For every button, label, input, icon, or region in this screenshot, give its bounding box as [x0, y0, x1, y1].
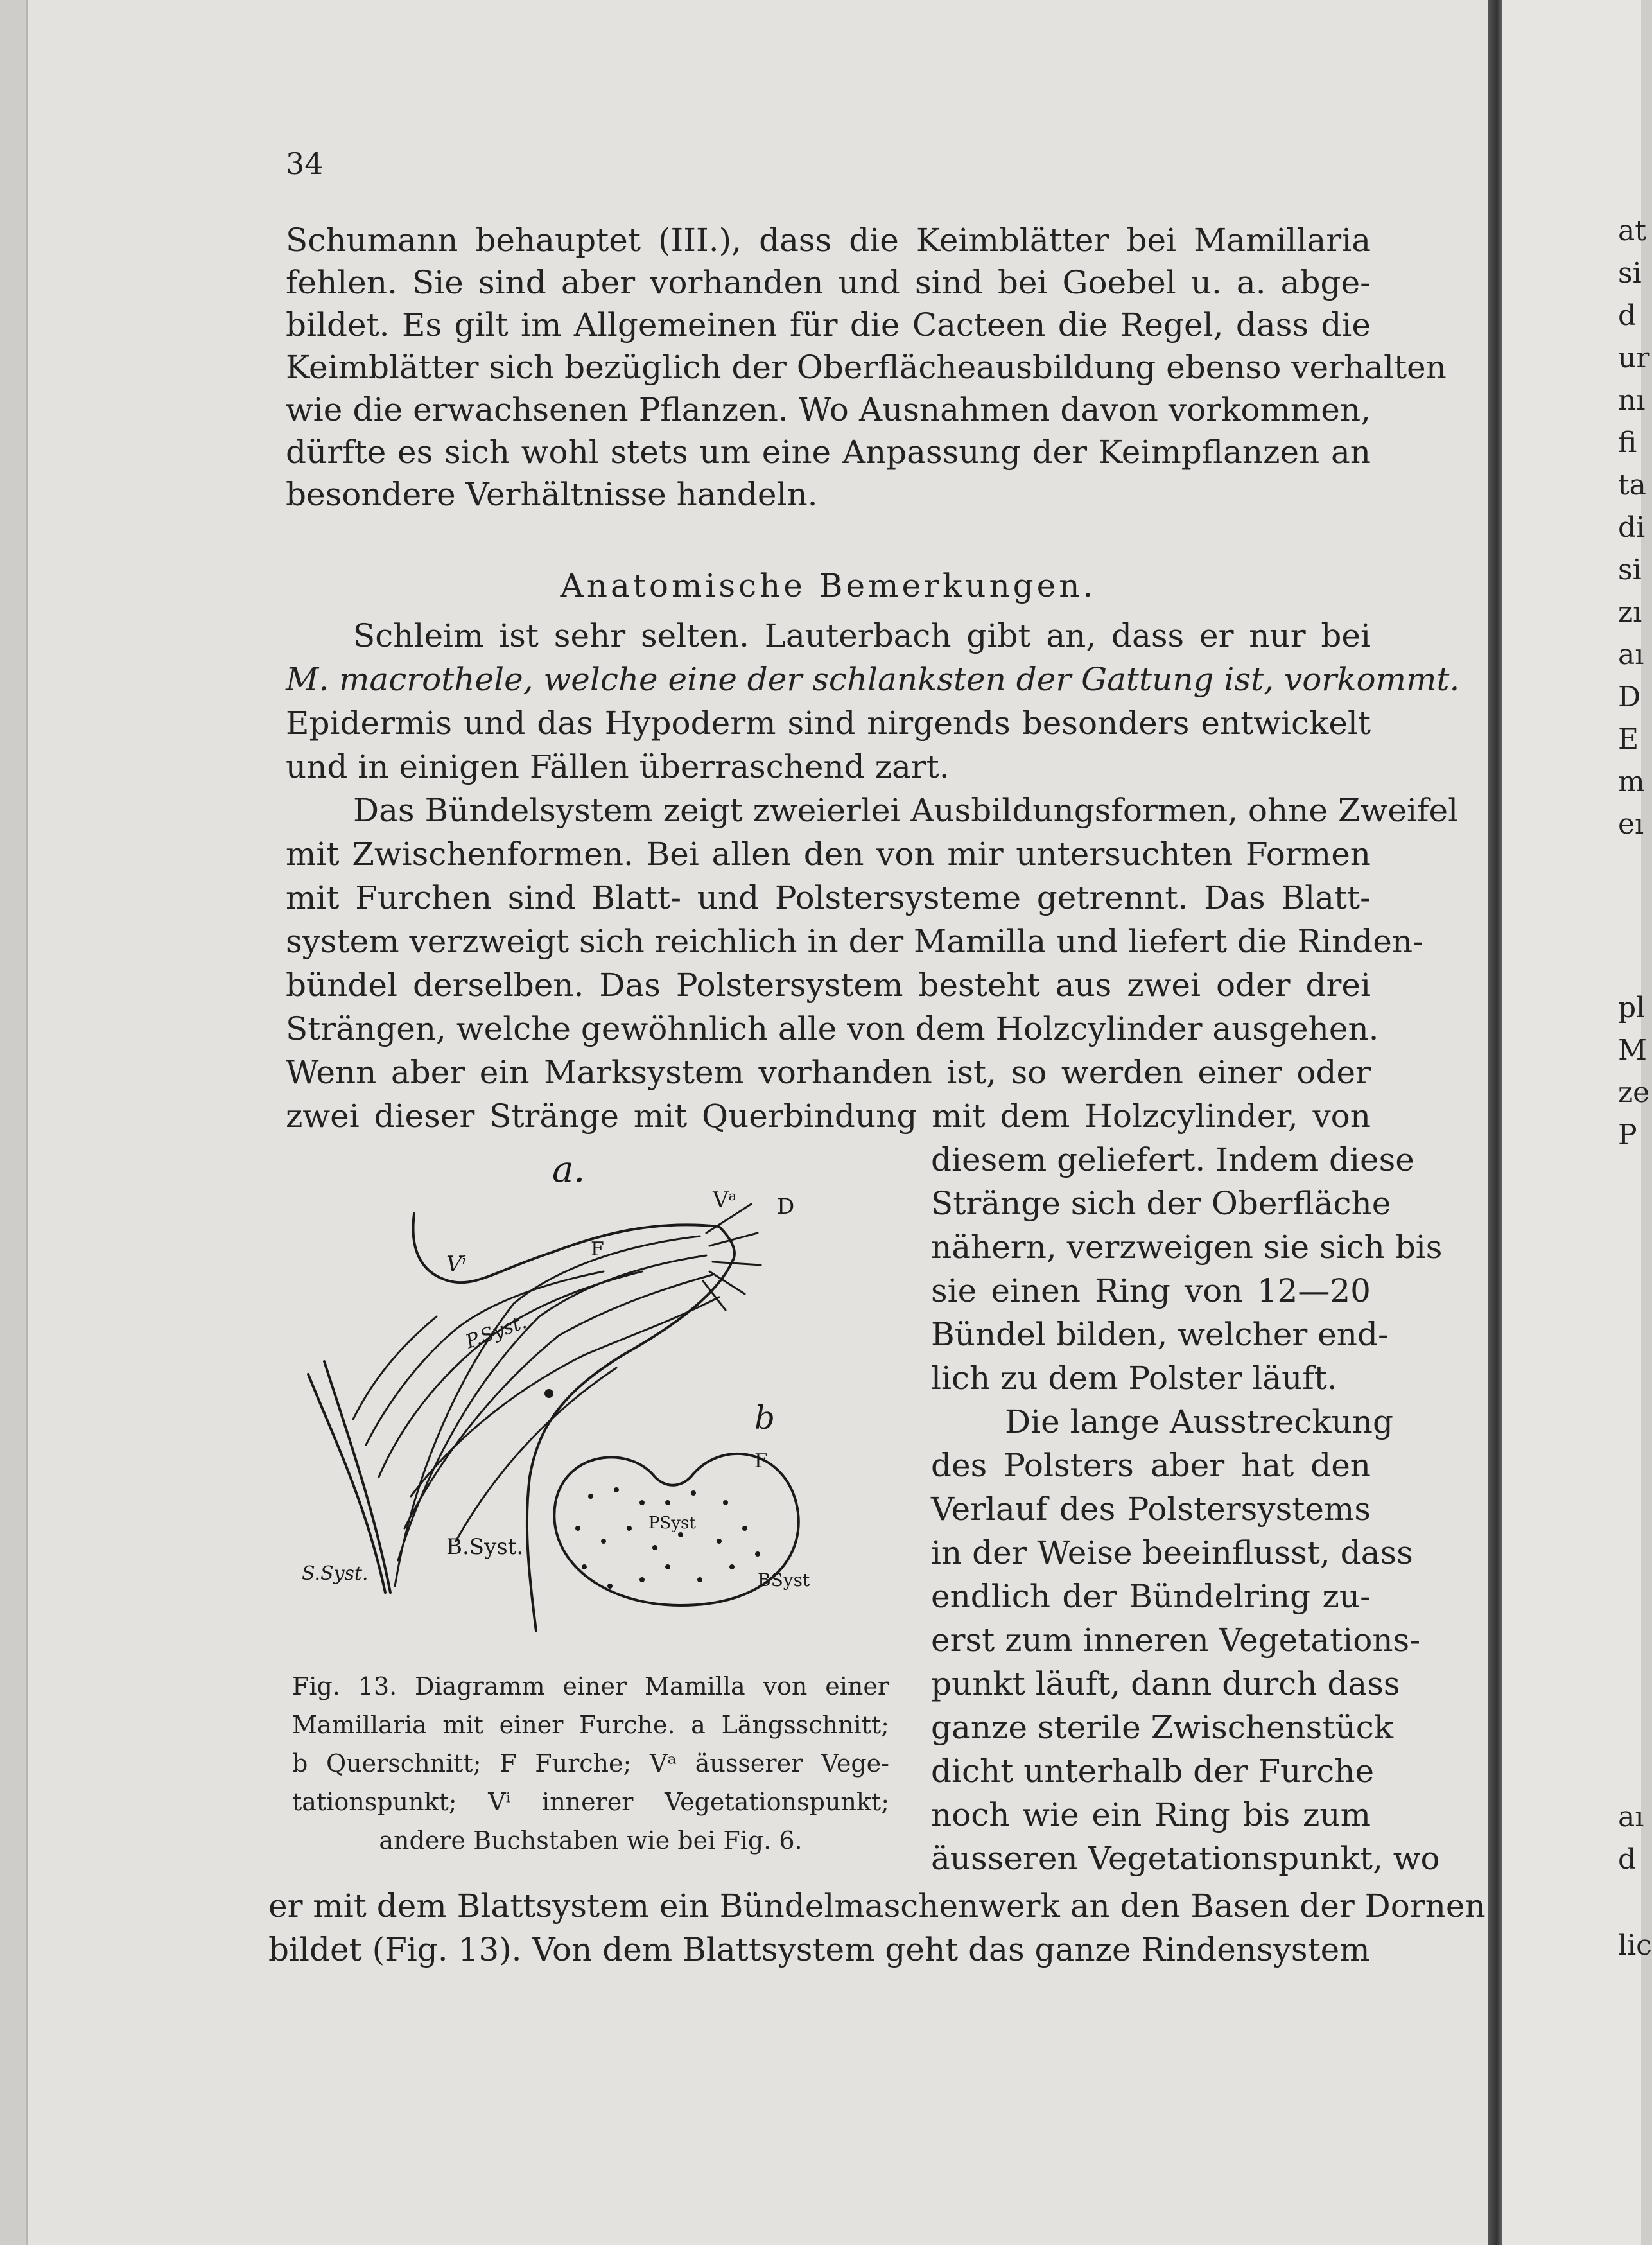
text-line: fehlen. Sie sind aber vorhanden und sind bei Goebel u. a. abge- [286, 264, 1371, 301]
facing-page-fragment: si [1618, 257, 1642, 290]
text-line: erst zum inneren Vegetations- [931, 1621, 1421, 1659]
facing-page-fragment: ta [1618, 469, 1646, 502]
section-heading: Anatomische Bemerkungen. [560, 567, 1097, 604]
facing-page-fragment: D [1618, 681, 1641, 713]
text-line: punkt läuft, dann durch dass [931, 1665, 1400, 1702]
facing-page-fragment: zı [1618, 596, 1642, 629]
text-line: wie die erwachsenen Pflanzen. Wo Ausnahmen davon vorkommen, [286, 391, 1371, 428]
figure-label-d: D [777, 1194, 795, 1219]
facing-page-fragment: aı [1618, 638, 1644, 671]
page-number: 34 [286, 146, 324, 181]
text-line: besondere Verhältnisse handeln. [286, 476, 818, 513]
text-line: Epidermis und das Hypoderm sind nirgends besonders entwickelt [286, 704, 1371, 742]
facing-page-fragment: si [1618, 554, 1642, 586]
text-line: Schleim ist sehr selten. Lauterbach gibt an, dass er nur bei [353, 617, 1371, 654]
facing-page-fragment: pl [1618, 991, 1646, 1024]
text-line: dicht unterhalb der Furche [931, 1752, 1375, 1790]
text-line: Verlauf des Polstersystems [931, 1490, 1371, 1528]
text-line: lich zu dem Polster läuft. [931, 1359, 1337, 1397]
figure-label-ssyst: S.Syst. [302, 1562, 369, 1585]
figure-label-bsyst: B.Syst. [446, 1534, 524, 1560]
figure-label-f2: F [754, 1450, 768, 1472]
figure-label-vi: Vⁱ [446, 1252, 467, 1277]
text-line: ganze sterile Zwischenstück [931, 1709, 1393, 1746]
figure-label-bsyst-b: BSyst [758, 1569, 810, 1591]
facing-page-fragment: d [1618, 1843, 1637, 1876]
text-line: des Polsters aber hat den [931, 1447, 1371, 1484]
text-line: bildet. Es gilt im Allgemeinen für die Cacteen die Regel, dass die [286, 306, 1371, 344]
facing-page-fragment: lic [1618, 1929, 1652, 1962]
facing-page-fragment: nı [1618, 384, 1646, 417]
facing-page-fragment: ur [1618, 342, 1650, 374]
text-line: äusseren Vegetationspunkt, wo [931, 1840, 1440, 1877]
figure-label-f: F [591, 1238, 604, 1261]
text-line: Das Bündelsystem zeigt zweierlei Ausbildungsformen, ohne Zweifel [353, 792, 1459, 829]
facing-page-fragment: fi [1618, 426, 1637, 459]
text-line: Schumann behauptet (III.), dass die Keimblätter bei Mamillaria [286, 222, 1371, 259]
text-line: sie einen Ring von 12—20 [931, 1272, 1371, 1309]
text-line: zwei dieser Stränge mit Querbindung mit dem Holzcylinder, von [286, 1097, 1371, 1135]
text-line: und in einigen Fällen überraschend zart. [286, 748, 950, 785]
text-line: bündel derselben. Das Polstersystem besteht aus zwei oder drei [286, 966, 1371, 1004]
text-line: dürfte es sich wohl stets um eine Anpassung der Keimpflanzen an [286, 433, 1371, 471]
text-line: mit Furchen sind Blatt- und Polstersysteme getrennt. Das Blatt- [286, 879, 1371, 916]
text-line: diesem geliefert. Indem diese [931, 1141, 1414, 1178]
figure-label-b: b [754, 1399, 776, 1437]
facing-page-fragment: E [1618, 723, 1639, 756]
facing-page-fragment: P [1618, 1119, 1637, 1151]
figure-caption-line: tationspunkt; Vⁱ innerer Vegetationspunkt; [292, 1788, 889, 1816]
text-line: nähern, verzweigen sie sich bis [931, 1228, 1443, 1266]
figure-caption-line: Mamillaria mit einer Furche. a Längsschnitt; [292, 1711, 889, 1739]
figure-label-psyst-b: PSyst [648, 1514, 696, 1533]
facing-page-fragment: ze [1618, 1076, 1650, 1109]
facing-page-fragment: at [1618, 214, 1646, 247]
facing-page-fragment: di [1618, 511, 1646, 544]
text-line: Keimblätter sich bezüglich der Oberflächeausbildung ebenso verhalten [286, 349, 1447, 386]
figure-caption-line: andere Buchstaben wie bei Fig. 6. [379, 1826, 803, 1855]
facing-page-fragment: aı [1618, 1801, 1644, 1833]
figure-label-va: Vᵃ [713, 1187, 737, 1213]
figure-caption-line: Fig. 13. Diagramm einer Mamilla von einer [292, 1672, 889, 1700]
facing-page-fragment: m [1618, 765, 1645, 798]
text-line: system verzweigt sich reichlich in der Mamilla und liefert die Rinden- [286, 923, 1423, 960]
text-line: Die lange Ausstreckung [1005, 1403, 1393, 1440]
text-line: endlich der Bündelring zu- [931, 1578, 1371, 1615]
page-gutter [1488, 0, 1502, 2245]
facing-page-fragment: eı [1618, 808, 1644, 841]
text-line: in der Weise beeinflusst, dass [931, 1534, 1413, 1571]
figure-label-a: a. [552, 1149, 586, 1191]
text-line: noch wie ein Ring bis zum [931, 1796, 1371, 1833]
text-line: Wenn aber ein Marksystem vorhanden ist, so werden einer oder [286, 1054, 1371, 1091]
figure-13-diagram [283, 1143, 899, 1644]
text-line: bildet (Fig. 13). Von dem Blattsystem geht das ganze Rindensystem [268, 1931, 1370, 1968]
text-line: er mit dem Blattsystem ein Bündelmaschenwerk an den Basen der Dornen [268, 1887, 1486, 1925]
figure-label-psyst: P.Syst. [462, 1311, 530, 1354]
facing-page-fragment: M [1618, 1034, 1648, 1067]
figure-caption-line: b Querschnitt; F Furche; Vᵃ äusserer Vege- [292, 1749, 889, 1778]
text-line: Bündel bilden, welcher end- [931, 1316, 1389, 1353]
text-line: Strängen, welche gewöhnlich alle von dem Holzcylinder ausgehen. [286, 1010, 1379, 1047]
text-line: mit Zwischenformen. Bei allen den von mir untersuchten Formen [286, 835, 1371, 873]
text-line: M. macrothele, welche eine der schlanksten der Gattung ist, vorkommt. [286, 661, 1460, 698]
text-line: Stränge sich der Oberfläche [931, 1185, 1391, 1222]
facing-page-fragment: d [1618, 299, 1637, 332]
